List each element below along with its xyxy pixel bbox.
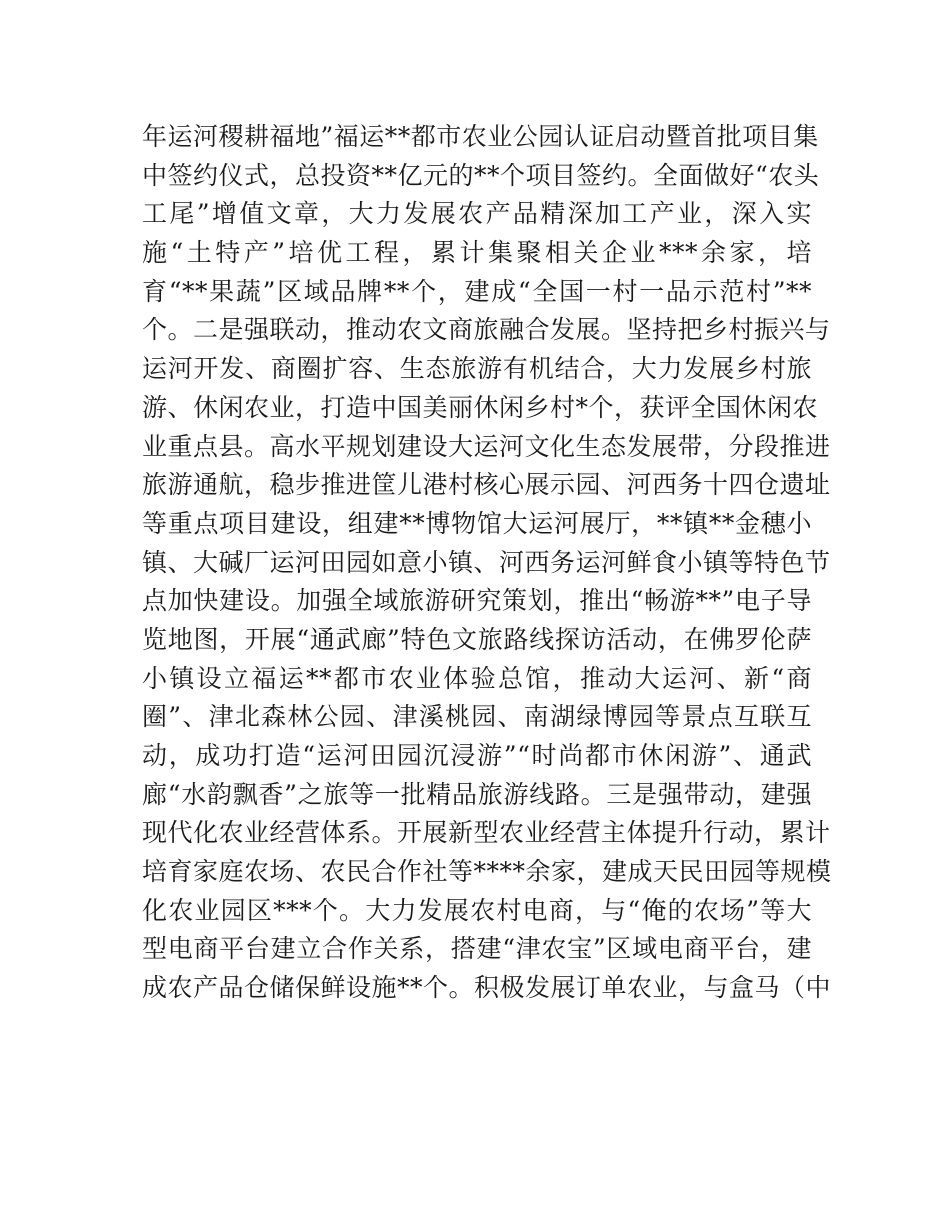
text-line: 廊“水韵飘香”之旅等一批精品旅游线路。三是强带动，建强 xyxy=(142,779,812,809)
text-line: 型电商平台建立合作关系，搭建“津农宝”区域电商平台，建 xyxy=(142,934,812,964)
text-line: 旅游通航，稳步推进筐儿港村核心展示园、河西务十四仓遗址 xyxy=(142,470,831,500)
text-line: 成农产品仓储保鲜设施**个。积极发展订单农业，与盒马（中 xyxy=(142,973,832,1003)
text-line: 圈”、津北森林公园、津溪桃园、南湖绿博园等景点互联互 xyxy=(142,702,812,732)
text-line: 化农业园区***个。大力发展农村电商，与“俺的农场”等大 xyxy=(142,895,812,925)
text-line: 点加快建设。加强全域旅游研究策划，推出“畅游**”电子导 xyxy=(142,586,812,616)
text-line: 培育家庭农场、农民合作社等****余家，建成天民田园等规模 xyxy=(142,857,832,887)
text-line: 小镇设立福运**都市农业体验总馆，推动大运河、新“商 xyxy=(142,663,812,693)
text-line: 业重点县。高水平规划建设大运河文化生态发展带，分段推进 xyxy=(142,431,831,461)
text-line: 游、休闲农业，打造中国美丽休闲乡村*个，获评全国休闲农 xyxy=(142,392,819,422)
text-line: 览地图，开展“通武廊”特色文旅路线探访活动，在佛罗伦萨 xyxy=(142,624,812,654)
text-line: 现代化农业经营体系。开展新型农业经营主体提升行动，累计 xyxy=(142,818,831,848)
text-line: 镇、大碱厂运河田园如意小镇、河西务运河鲜食小镇等特色节 xyxy=(142,547,831,577)
text-line: 年运河稷耕福地”福运**都市农业公园认证启动暨首批项目集 xyxy=(142,122,819,151)
text-line: 工尾”增值文章，大力发展农产品精深加工产业，深入实 xyxy=(142,199,812,229)
text-line: 施“土特产”培优工程，累计集聚相关企业***余家，培 xyxy=(142,238,812,268)
text-line: 个。二是强联动，推动农文商旅融合发展。坚持把乡村振兴与 xyxy=(142,315,831,345)
text-line: 中签约仪式，总投资**亿元的**个项目签约。全面做好“农头 xyxy=(142,160,820,190)
text-line: 动，成功打造“运河田园沉浸游”“时尚都市休闲游”、通武 xyxy=(142,741,812,770)
text-line: 运河开发、商圈扩容、生态旅游有机结合，大力发展乡村旅 xyxy=(142,354,812,384)
text-line: 等重点项目建设，组建**博物馆大运河展厅，**镇**金穗小 xyxy=(142,508,812,538)
body-paragraph xyxy=(142,118,832,1008)
text-line: 育“**果蔬”区域品牌**个，建成“全国一村一品示范村”** xyxy=(142,276,812,306)
